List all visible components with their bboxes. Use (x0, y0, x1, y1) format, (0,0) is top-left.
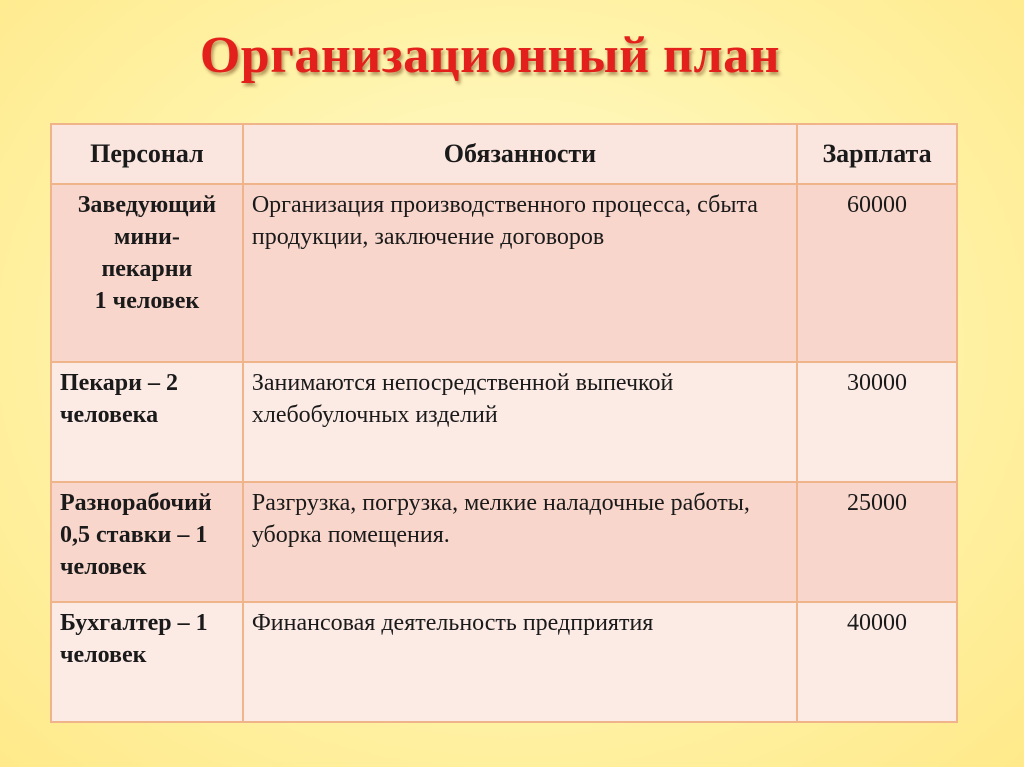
salary-cell: 60000 (797, 184, 957, 362)
staff-line: пекарни (101, 256, 193, 282)
page-title: Организационный план (199, 27, 781, 84)
header-duties: Обязанности (243, 124, 797, 184)
staff-line: 1 человек (94, 288, 200, 314)
staff-line: Пекари – 2 (60, 370, 178, 396)
staff-line: человек (60, 642, 147, 668)
table-row (51, 602, 957, 722)
staff-line: человек (60, 554, 147, 580)
salary-cell: 25000 (797, 482, 957, 602)
header-staff: Персонал (51, 124, 243, 184)
staff-cell (51, 184, 243, 362)
staff-line: 0,5 ставки – 1 (60, 522, 208, 548)
org-plan-table (50, 123, 958, 723)
duty-cell: Разгрузка, погрузка, мелкие наладочные работы, уборка помещения. (243, 482, 797, 602)
table-row (51, 482, 957, 602)
duty-cell: Финансовая деятельность предприятия (243, 602, 797, 722)
duty-cell: Организация производственного процесса, сбыта продукции, заключение договоров (243, 184, 797, 362)
staff-line: Бухгалтер – 1 (60, 610, 208, 636)
table-row (51, 362, 957, 482)
header-salary: Зарплата (797, 124, 957, 184)
staff-line: человека (60, 402, 159, 428)
staff-line: мини- (114, 224, 180, 250)
salary-cell: 30000 (797, 362, 957, 482)
staff-line: Разнорабочий (60, 490, 212, 516)
staff-line: Заведующий (77, 192, 217, 218)
salary-cell: 40000 (797, 602, 957, 722)
staff-cell (51, 362, 243, 482)
table-row (51, 184, 957, 362)
staff-cell (51, 482, 243, 602)
table-header-row (51, 124, 957, 184)
staff-cell (51, 602, 243, 722)
duty-cell: Занимаются непосредственной выпечкой хлебобулочных изделий (243, 362, 797, 482)
